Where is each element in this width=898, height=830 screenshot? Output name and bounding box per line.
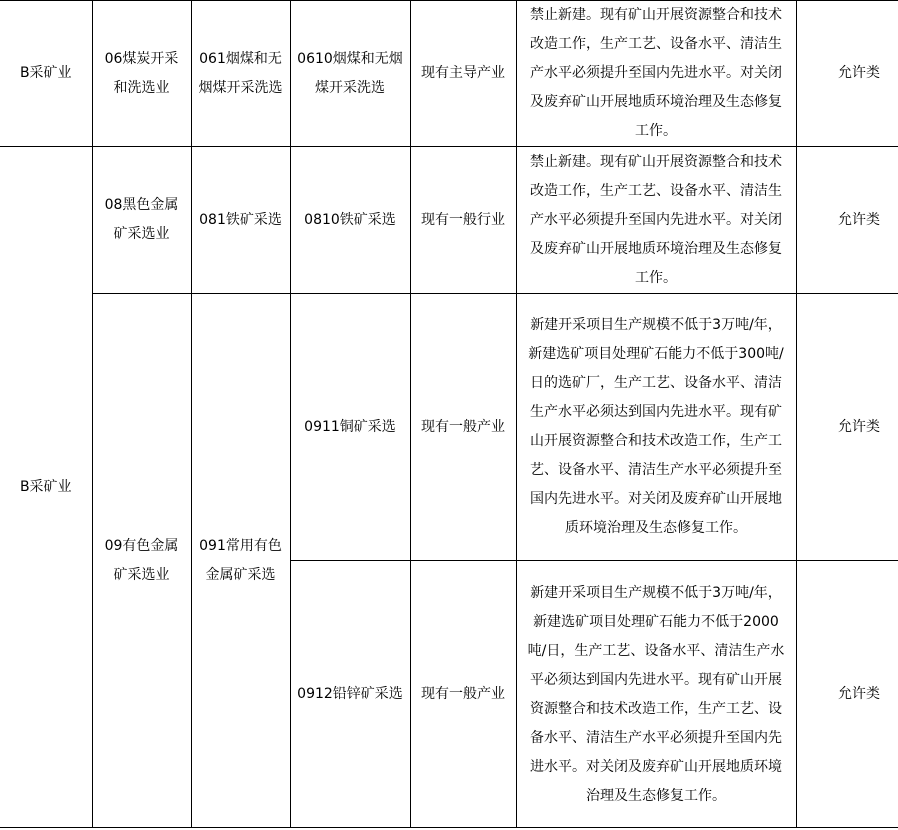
category-cell: B采矿业: [0, 1, 92, 147]
minor-category-cell: 0911铜矿采选: [290, 294, 410, 561]
requirement-cell: 新建开采项目生产规模不低于3万吨/年，新建选矿项目处理矿石能力不低于2000吨/日，生产工艺、设备水平、清洁生产水平必须达到国内先进水平。现有矿山开展资源整合和技术改造工作，生产工艺、设备水平、清洁生产水平必须提升至国内先进水平。对关闭及废弃矿山开展地质环境治理及生态修复工作。: [516, 561, 796, 829]
industry-type-cell: 现有一般产业: [410, 294, 516, 561]
requirement-cell: 新建开采项目生产规模不低于3万吨/年，新建选矿项目处理矿石能力不低于300吨/日的选矿厂，生产工艺、设备水平、清洁生产水平必须达到国内先进水平。现有矿山开展资源整合和技术改造工作，生产工艺、设备水平、清洁生产水平必须提升至国内先进水平。对关闭及废弃矿山开展地质环境治理及生态修复工作。: [516, 294, 796, 561]
major-category-cell: 08黑色金属矿采选业: [92, 147, 191, 294]
medium-category-cell: 091常用有色金属矿采选: [191, 294, 290, 829]
minor-category-cell: 0610烟煤和无烟煤开采洗选: [290, 1, 410, 147]
requirement-cell: 禁止新建。现有矿山开展资源整合和技术改造工作，生产工艺、设备水平、清洁生产水平必须提升至国内先进水平。对关闭及废弃矿山开展地质环境治理及生态修复工作。: [516, 147, 796, 294]
classification-cell: 允许类: [796, 561, 898, 829]
major-category-cell: 06煤炭开采和洗选业: [92, 1, 191, 147]
category-cell: B采矿业: [0, 147, 92, 829]
classification-cell: 允许类: [796, 294, 898, 561]
industry-type-cell: 现有一般行业: [410, 147, 516, 294]
industry-type-cell: 现有主导产业: [410, 1, 516, 147]
minor-category-cell: 0912铅锌矿采选: [290, 561, 410, 829]
table-row: [0, 1, 898, 147]
minor-category-cell: 0810铁矿采选: [290, 147, 410, 294]
medium-category-cell: 061烟煤和无烟煤开采洗选: [191, 1, 290, 147]
table-row: [0, 294, 898, 561]
classification-cell: 允许类: [796, 1, 898, 147]
medium-category-cell: 081铁矿采选: [191, 147, 290, 294]
classification-cell: 允许类: [796, 147, 898, 294]
industry-type-cell: 现有一般产业: [410, 561, 516, 829]
requirement-cell: 禁止新建。现有矿山开展资源整合和技术改造工作，生产工艺、设备水平、清洁生产水平必须提升至国内先进水平。对关闭及废弃矿山开展地质环境治理及生态修复工作。: [516, 1, 796, 147]
major-category-cell: 09有色金属矿采选业: [92, 294, 191, 829]
table-row: [0, 147, 898, 294]
